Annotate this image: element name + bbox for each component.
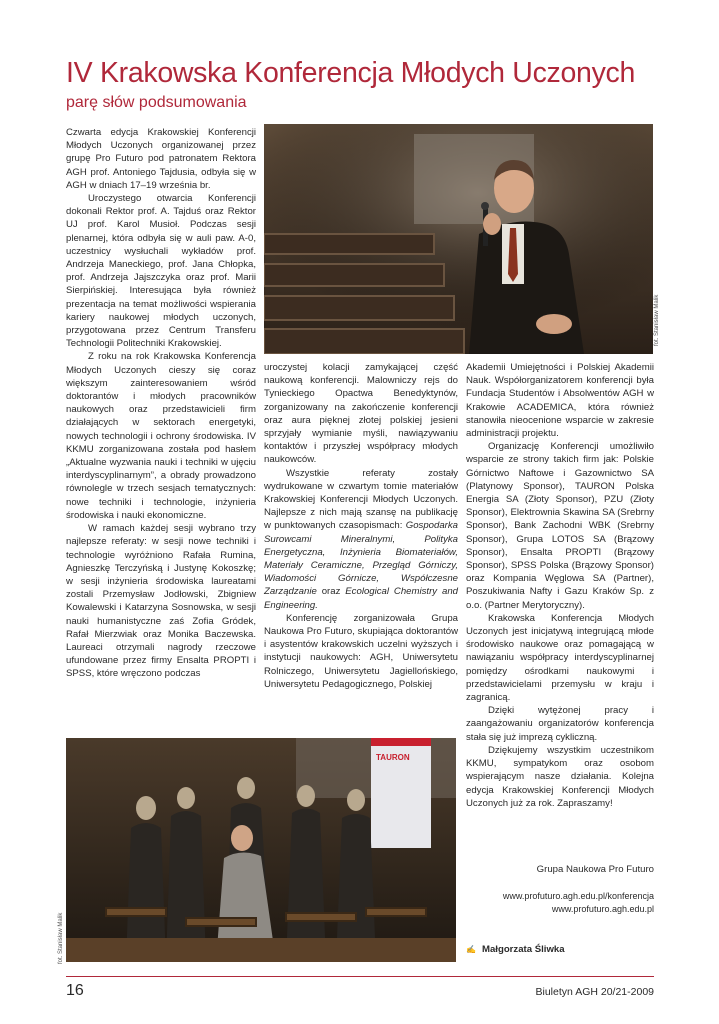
paragraph: Krakowska Konferencja Młodych Uczonych jest inicjatywą integrującą młode środowisko naukowe oraz pomagającą w nawiązaniu współpracy interdyscyplinarnej pomiędzy ośrodkami naukowymi i przedstawicielami przemysłu w kraju i zagranicą. bbox=[466, 612, 654, 704]
author bbox=[466, 944, 565, 955]
link[interactable]: www.profuturo.agh.edu.pl bbox=[551, 904, 654, 914]
text-column-2 bbox=[264, 361, 458, 691]
pen-icon: ✍ bbox=[466, 945, 476, 954]
paragraph bbox=[264, 467, 458, 612]
text-column-1 bbox=[66, 126, 256, 681]
paragraph: W ramach każdej sesji wybrano trzy najlepsze referaty: w sesji nowe techniki i technologie wyróżniono Rafała Rumina, Agnieszkę Terczyńską i Justynę Kokoszkę; w sesji inżynieria środowiska laureatami zostali Przemysław Jodłowski, Zbigniew Kowalewski i Katarzyna Sosnowska, w sesji nauki humanistyczne zaś Zofia Gródek, Rafał Mierzwiak oraz Monika Baczewska. Laureaci otrzymali nagrody rzeczowe ufundowane przez firmy Ensalta PROPTI i SPSS, które wręczono podczas bbox=[66, 523, 256, 680]
paragraph: uroczystej kolacji zamykającej część naukową konferencji. Malowniczy rejs do Tynieckiego Opactwa Benedyktynów, zorganizowany na zakończenie konferencji oraz aura pięknej złotej polskiej jesieni sprzyjały wymianie myśli, nawiązywaniu kontaktów i przyszłej współpracy młodych naukowców. bbox=[264, 362, 458, 466]
text-column-3 bbox=[466, 361, 654, 810]
photo-speaker bbox=[264, 124, 653, 354]
author-name: Małgorzata Śliwka bbox=[481, 944, 565, 955]
paragraph: Dziękujemy wszystkim uczestnikom KKMU, sympatykom oraz osobom wspierającym nasze działania. Kolejna edycja Krakowskiej Konferencji Młodych Uczonych już za rok. Zapraszamy! bbox=[466, 744, 654, 809]
signoff: Grupa Naukowa Pro Futuro bbox=[536, 864, 654, 875]
conjunction: oraz bbox=[321, 586, 341, 598]
paragraph: Dzięki wytężonej pracy i zaangażowaniu organizatorów konferencja stała się już imprezą cykliczną. bbox=[466, 705, 654, 743]
paragraph-text: Wszystkie referaty zostały wydrukowane w czwartym tomie materiałów Krakowskiej Konferencji Młodych Uczonych. Najlepsze z nich mają szansę na publikację w punktowanych czasopismach: bbox=[264, 467, 458, 532]
banner-text: TAURON bbox=[376, 753, 410, 762]
paragraph: Konferencję zorganizowała Grupa Naukowa Pro Futuro, skupiająca doktorantów i asystentów krakowskich uczelni wyższych i instytucji naukowych: AGH, Uniwersytetu Rolniczego, Uniwersytetu Jagiellońskiego, Uniwersytetu Pedagogicznego, Polskiej bbox=[264, 612, 458, 690]
article-title: IV Krakowska Konferencja Młodych Uczonych bbox=[66, 57, 636, 89]
paragraph: Uroczystego otwarcia Konferencji dokonali Rektor prof. A. Tajduś oraz Rektor UJ prof. Karol Musioł. Podczas sesji plenarnej, która odbyła się w auli paw. A-0, uczestnicy wysłuchali wykładów prof. Andrzeja Maneckiego, prof. Jana Chłopka, prof. Andrzeja Jajszczyka oraz prof. Marii Sierpińskiej. Interesująca była również prezentacja na temat możliwości wspierania kariery naukowej młodych uczonych, przygotowana przez Centrum Transferu Technologii Politechniki Krakowskiej. bbox=[66, 193, 256, 350]
photo-credit: fot. Stanisław Malik bbox=[654, 294, 660, 346]
paragraph: Z roku na rok Krakowska Konferencja Młodych Uczonych cieszy się coraz większym zainteresowaniem wśród doktorantów i młodych pracowników naukowych oraz przedstawicieli firm działających w sektorach energetyki, nowych technologii i ochrony środowiska. IV KKMU zorganizowana została pod hasłem „Aktualne wyzwania nauki i techniki w ujęciu interdyscyplinarnym”, a obrady prowadzono równolegle w trzech sesjach tematycznych: nowe techniki i technologie, inżynieria środowiska i nauki ekonomiczne. bbox=[66, 351, 256, 521]
paragraph: Czwarta edycja Krakowskiej Konferencji Młodych Uczonych organizowanej przez grupę Pro Futuro pod patronatem Rektora AGH prof. Antoniego Tajdusia, odbyła się w AGH w dniach 17–19 września br. bbox=[66, 127, 256, 191]
journal-list: Gospodarka Surowcami Mineralnymi, Polityka Energetyczna, Inżynieria Biomateriałów, Materiały Ceramiczne, Przegląd Górniczy, Wiadomości Górnicze, Współczesne Zarządzanie bbox=[264, 520, 458, 598]
web-links bbox=[466, 890, 654, 916]
photo-audience-illustration bbox=[66, 738, 456, 962]
article-subtitle: parę słów podsumowania bbox=[66, 94, 247, 111]
link[interactable]: www.profuturo.agh.edu.pl/konferencja bbox=[502, 891, 654, 901]
page-number: 16 bbox=[66, 982, 84, 999]
paragraph: Akademii Umiejętności i Polskiej Akademii Nauk. Współorganizatorem konferencji była Fundacja Studentów i Absolwentów AGH w Krakowie ACADEMICA, która również stanowiła nieocenione wsparcie w zakresie administracji projektu. bbox=[466, 362, 654, 440]
photo-speaker-illustration bbox=[264, 124, 653, 354]
journal-name: Ecological Chemistry and Engineering. bbox=[264, 586, 458, 611]
footer-rule bbox=[66, 976, 654, 977]
photo-credit: fot. Stanisław Malik bbox=[58, 912, 64, 964]
journal-name: Biuletyn AGH 20/21-2009 bbox=[535, 986, 654, 998]
photo-audience bbox=[66, 738, 456, 962]
paragraph: Organizację Konferencji umożliwiło wsparcie ze strony takich firm jak: Polskie Górnictwo Naftowe i Gazownictwo SA (Platynowy Sponsor), TAURON Polska Energia SA (Złoty Sponsor), PZU (Złoty Sponsor), Elektrownia Skawina SA (Srebrny Sponsor), Bank Zachodni WBK (Srebrny Sponsor), Grupa LOTOS SA (Brązowy Sponsor), Ensalta PROPTI (Brązowy Sponsor), SPSS Polska (Brązowy Sponsor) oraz Kompania Węglowa SA (Partner), Poszukiwania Nafty i Gazu Kraków Sp. z o.o. (Partner Merytoryczny). bbox=[466, 441, 654, 611]
